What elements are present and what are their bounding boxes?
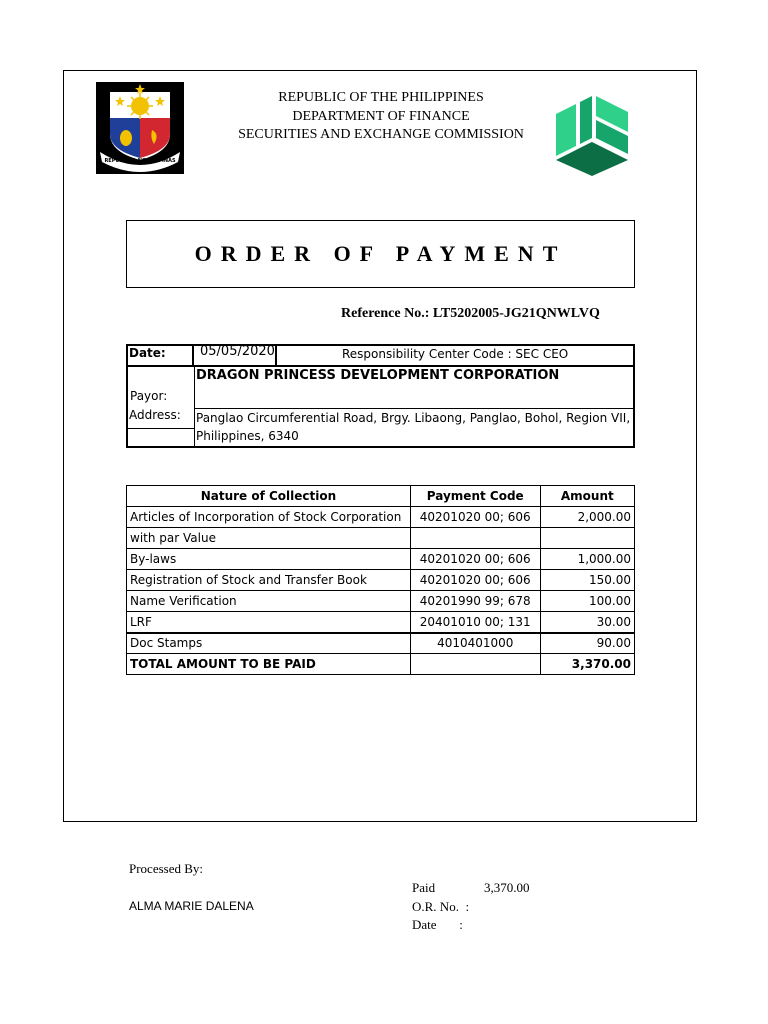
row-amount: 2,000.00 — [540, 507, 634, 528]
collection-table — [126, 485, 635, 675]
responsibility-center-code: Responsibility Center Code : SEC CEO — [342, 347, 569, 361]
header-payment-code: Payment Code — [410, 486, 540, 507]
row-code: 20401010 00; 131 — [410, 612, 540, 633]
row-code: 40201020 00; 606 — [410, 507, 540, 528]
table-header-row — [127, 486, 635, 507]
processed-by-label: Processed By: — [129, 861, 204, 876]
address-line-1: Panglao Circumferential Road, Brgy. Libaong, Panglao, Bohol, Region VII, — [196, 411, 631, 425]
row-code: 40201990 99; 678 — [410, 591, 540, 612]
header-line-republic: REPUBLIC OF THE PHILIPPINES — [278, 90, 484, 105]
sec-logo-icon — [552, 90, 632, 176]
document-title: ORDER OF PAYMENT — [194, 241, 567, 266]
row-nature: Name Verification — [127, 591, 411, 612]
row-code: 40201020 00; 606 — [410, 549, 540, 570]
total-row — [127, 654, 635, 675]
row-amount: 100.00 — [540, 591, 634, 612]
payor-label: Payor: — [130, 389, 168, 403]
payor-value: DRAGON PRINCESS DEVELOPMENT CORPORATION — [196, 368, 560, 383]
address-label: Address: — [129, 408, 181, 422]
reference-number: Reference No.: LT5202005-JG21QNWLVQ — [341, 306, 600, 321]
table-row — [127, 528, 635, 549]
address-line-2: Philippines, 6340 — [196, 429, 299, 443]
row-code: 4010401000 — [410, 633, 540, 654]
or-number-label: O.R. No. : — [412, 899, 470, 914]
row-amount: 150.00 — [540, 570, 634, 591]
row-code — [410, 528, 540, 549]
paid-label: Paid — [412, 880, 436, 895]
processor-name: ALMA MARIE DALENA — [129, 899, 254, 913]
total-label: TOTAL AMOUNT TO BE PAID — [127, 654, 411, 675]
row-amount: 30.00 — [540, 612, 634, 633]
row-code: 40201020 00; 606 — [410, 570, 540, 591]
row-nature: Registration of Stock and Transfer Book — [127, 570, 411, 591]
table-row — [127, 591, 635, 612]
row-nature: Doc Stamps — [127, 633, 411, 654]
paid-value: 3,370.00 — [484, 880, 530, 895]
table-row — [127, 612, 635, 633]
agency-header — [200, 89, 562, 145]
row-nature: By-laws — [127, 549, 411, 570]
date-value: 05/05/2020 — [200, 344, 275, 359]
table-row — [127, 549, 635, 570]
total-code-empty — [410, 654, 540, 675]
header-line-department: DEPARTMENT OF FINANCE — [292, 108, 470, 124]
row-nature: LRF — [127, 612, 411, 633]
header-nature: Nature of Collection — [127, 486, 411, 507]
header-line-commission: SECURITIES AND EXCHANGE COMMISSION — [238, 127, 524, 142]
footer-date-label: Date : — [412, 917, 463, 932]
row-amount: 1,000.00 — [540, 549, 634, 570]
payor-info-block — [126, 344, 635, 448]
total-amount: 3,370.00 — [540, 654, 634, 675]
table-row — [127, 633, 635, 654]
table-row — [127, 570, 635, 591]
row-nature: with par Value — [127, 528, 411, 549]
date-label: Date: — [129, 346, 166, 360]
title-box — [126, 220, 635, 288]
seal-ribbon-text: REPUBLIKA NG PILIPINAS — [104, 158, 176, 164]
row-nature: Articles of Incorporation of Stock Corporation — [127, 507, 411, 528]
row-amount: 90.00 — [540, 633, 634, 654]
table-row — [127, 507, 635, 528]
header-amount: Amount — [540, 486, 634, 507]
row-amount — [540, 528, 634, 549]
